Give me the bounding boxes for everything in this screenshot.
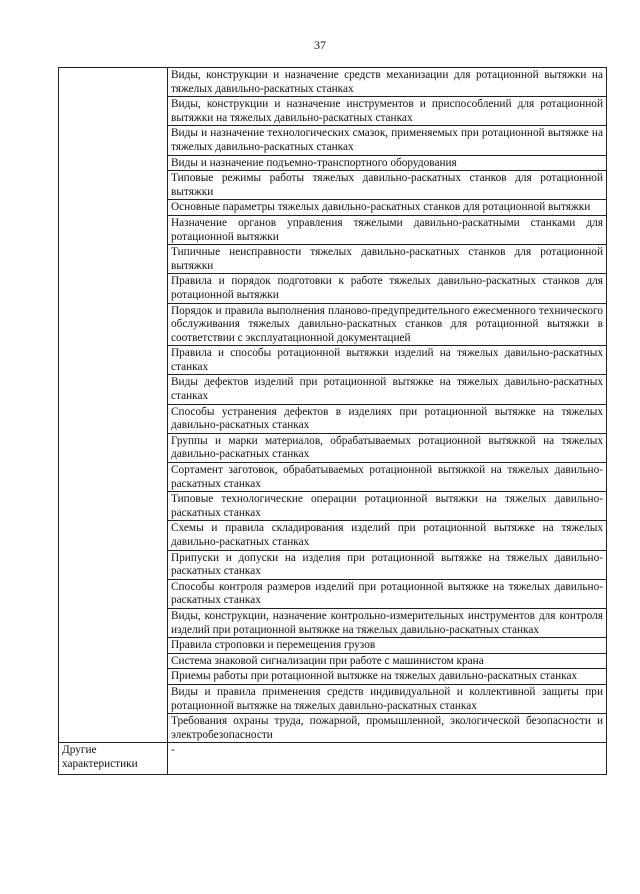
knowledge-item: Система знаковой сигнализации при работе с машинистом крана	[168, 653, 607, 669]
knowledge-item: Типовые режимы работы тяжелых давильно-раскатных станков для ротационной вытяжки	[168, 171, 607, 200]
knowledge-item: Правила и способы ротационной вытяжки изделий на тяжелых давильно-раскатных станках	[168, 346, 607, 375]
knowledge-item: Типичные неисправности тяжелых давильно-раскатных станков для ротационной вытяжки	[168, 245, 607, 274]
page-number: 37	[314, 38, 326, 52]
knowledge-item: Назначение органов управления тяжелыми давильно-раскатными станками для ротационной вытяжки	[168, 215, 607, 244]
knowledge-item: Порядок и правила выполнения планово-предупредительного ежесменного технического обслуживания тяжелых давильно-раскатных станков для ротационной вытяжки в соответствии с эксплуатационной документацией	[168, 303, 607, 346]
row-label-cell	[59, 68, 168, 743]
knowledge-item: Требования охраны труда, пожарной, промышленной, экологической безопасности и электробезопасности	[168, 714, 607, 743]
knowledge-item: Виды дефектов изделий при ротационной вытяжке на тяжелых давильно-раскатных станках	[168, 375, 607, 404]
other-characteristics-label: Другие характеристики	[59, 743, 168, 775]
knowledge-item: Виды, конструкции и назначение средств механизации для ротационной вытяжки на тяжелых давильно-раскатных станках	[168, 68, 607, 97]
knowledge-item: Основные параметры тяжелых давильно-раскатных станков для ротационной вытяжки	[168, 200, 607, 216]
other-characteristics-value: -	[168, 743, 607, 775]
knowledge-item: Виды и назначение подъемно-транспортного оборудования	[168, 155, 607, 171]
knowledge-item: Сортамент заготовок, обрабатываемых ротационной вытяжкой на тяжелых давильно-раскатных станках	[168, 463, 607, 492]
knowledge-item: Способы контроля размеров изделий при ротационной вытяжке на тяжелых давильно-раскатных станках	[168, 579, 607, 608]
knowledge-table	[58, 67, 607, 775]
knowledge-item: Правила строповки и перемещения грузов	[168, 638, 607, 654]
knowledge-item: Виды и правила применения средств индивидуальной и коллективной защиты при ротационной вытяжке на тяжелых давильно-раскатных станках	[168, 684, 607, 713]
table-row-other	[59, 743, 607, 775]
knowledge-item: Правила и порядок подготовки к работе тяжелых давильно-раскатных станков для ротационной вытяжки	[168, 274, 607, 303]
knowledge-item: Группы и марки материалов, обрабатываемых ротационной вытяжкой на тяжелых давильно-раскатных станках	[168, 433, 607, 462]
knowledge-item: Схемы и правила складирования изделий при ротационной вытяжке на тяжелых давильно-раскатных станках	[168, 521, 607, 550]
knowledge-item: Типовые технологические операции ротационной вытяжки на тяжелых давильно-раскатных станках	[168, 492, 607, 521]
knowledge-item: Приемы работы при ротационной вытяжке на тяжелых давильно-раскатных станках	[168, 669, 607, 685]
knowledge-item: Виды и назначение технологических смазок, применяемых при ротационной вытяжке на тяжелых давильно-раскатных станках	[168, 126, 607, 155]
knowledge-item: Виды, конструкции и назначение инструментов и приспособлений для ротационной вытяжки на тяжелых давильно-раскатных станках	[168, 97, 607, 126]
knowledge-item: Припуски и допуски на изделия при ротационной вытяжке на тяжелых давильно-раскатных станках	[168, 550, 607, 579]
table-row	[59, 68, 607, 97]
knowledge-item: Виды, конструкции, назначение контрольно-измерительных инструментов для контроля изделий при ротационной вытяжке на тяжелых давильно-раскатных станках	[168, 608, 607, 637]
knowledge-item: Способы устранения дефектов в изделиях при ротационной вытяжке на тяжелых давильно-раскатных станках	[168, 404, 607, 433]
